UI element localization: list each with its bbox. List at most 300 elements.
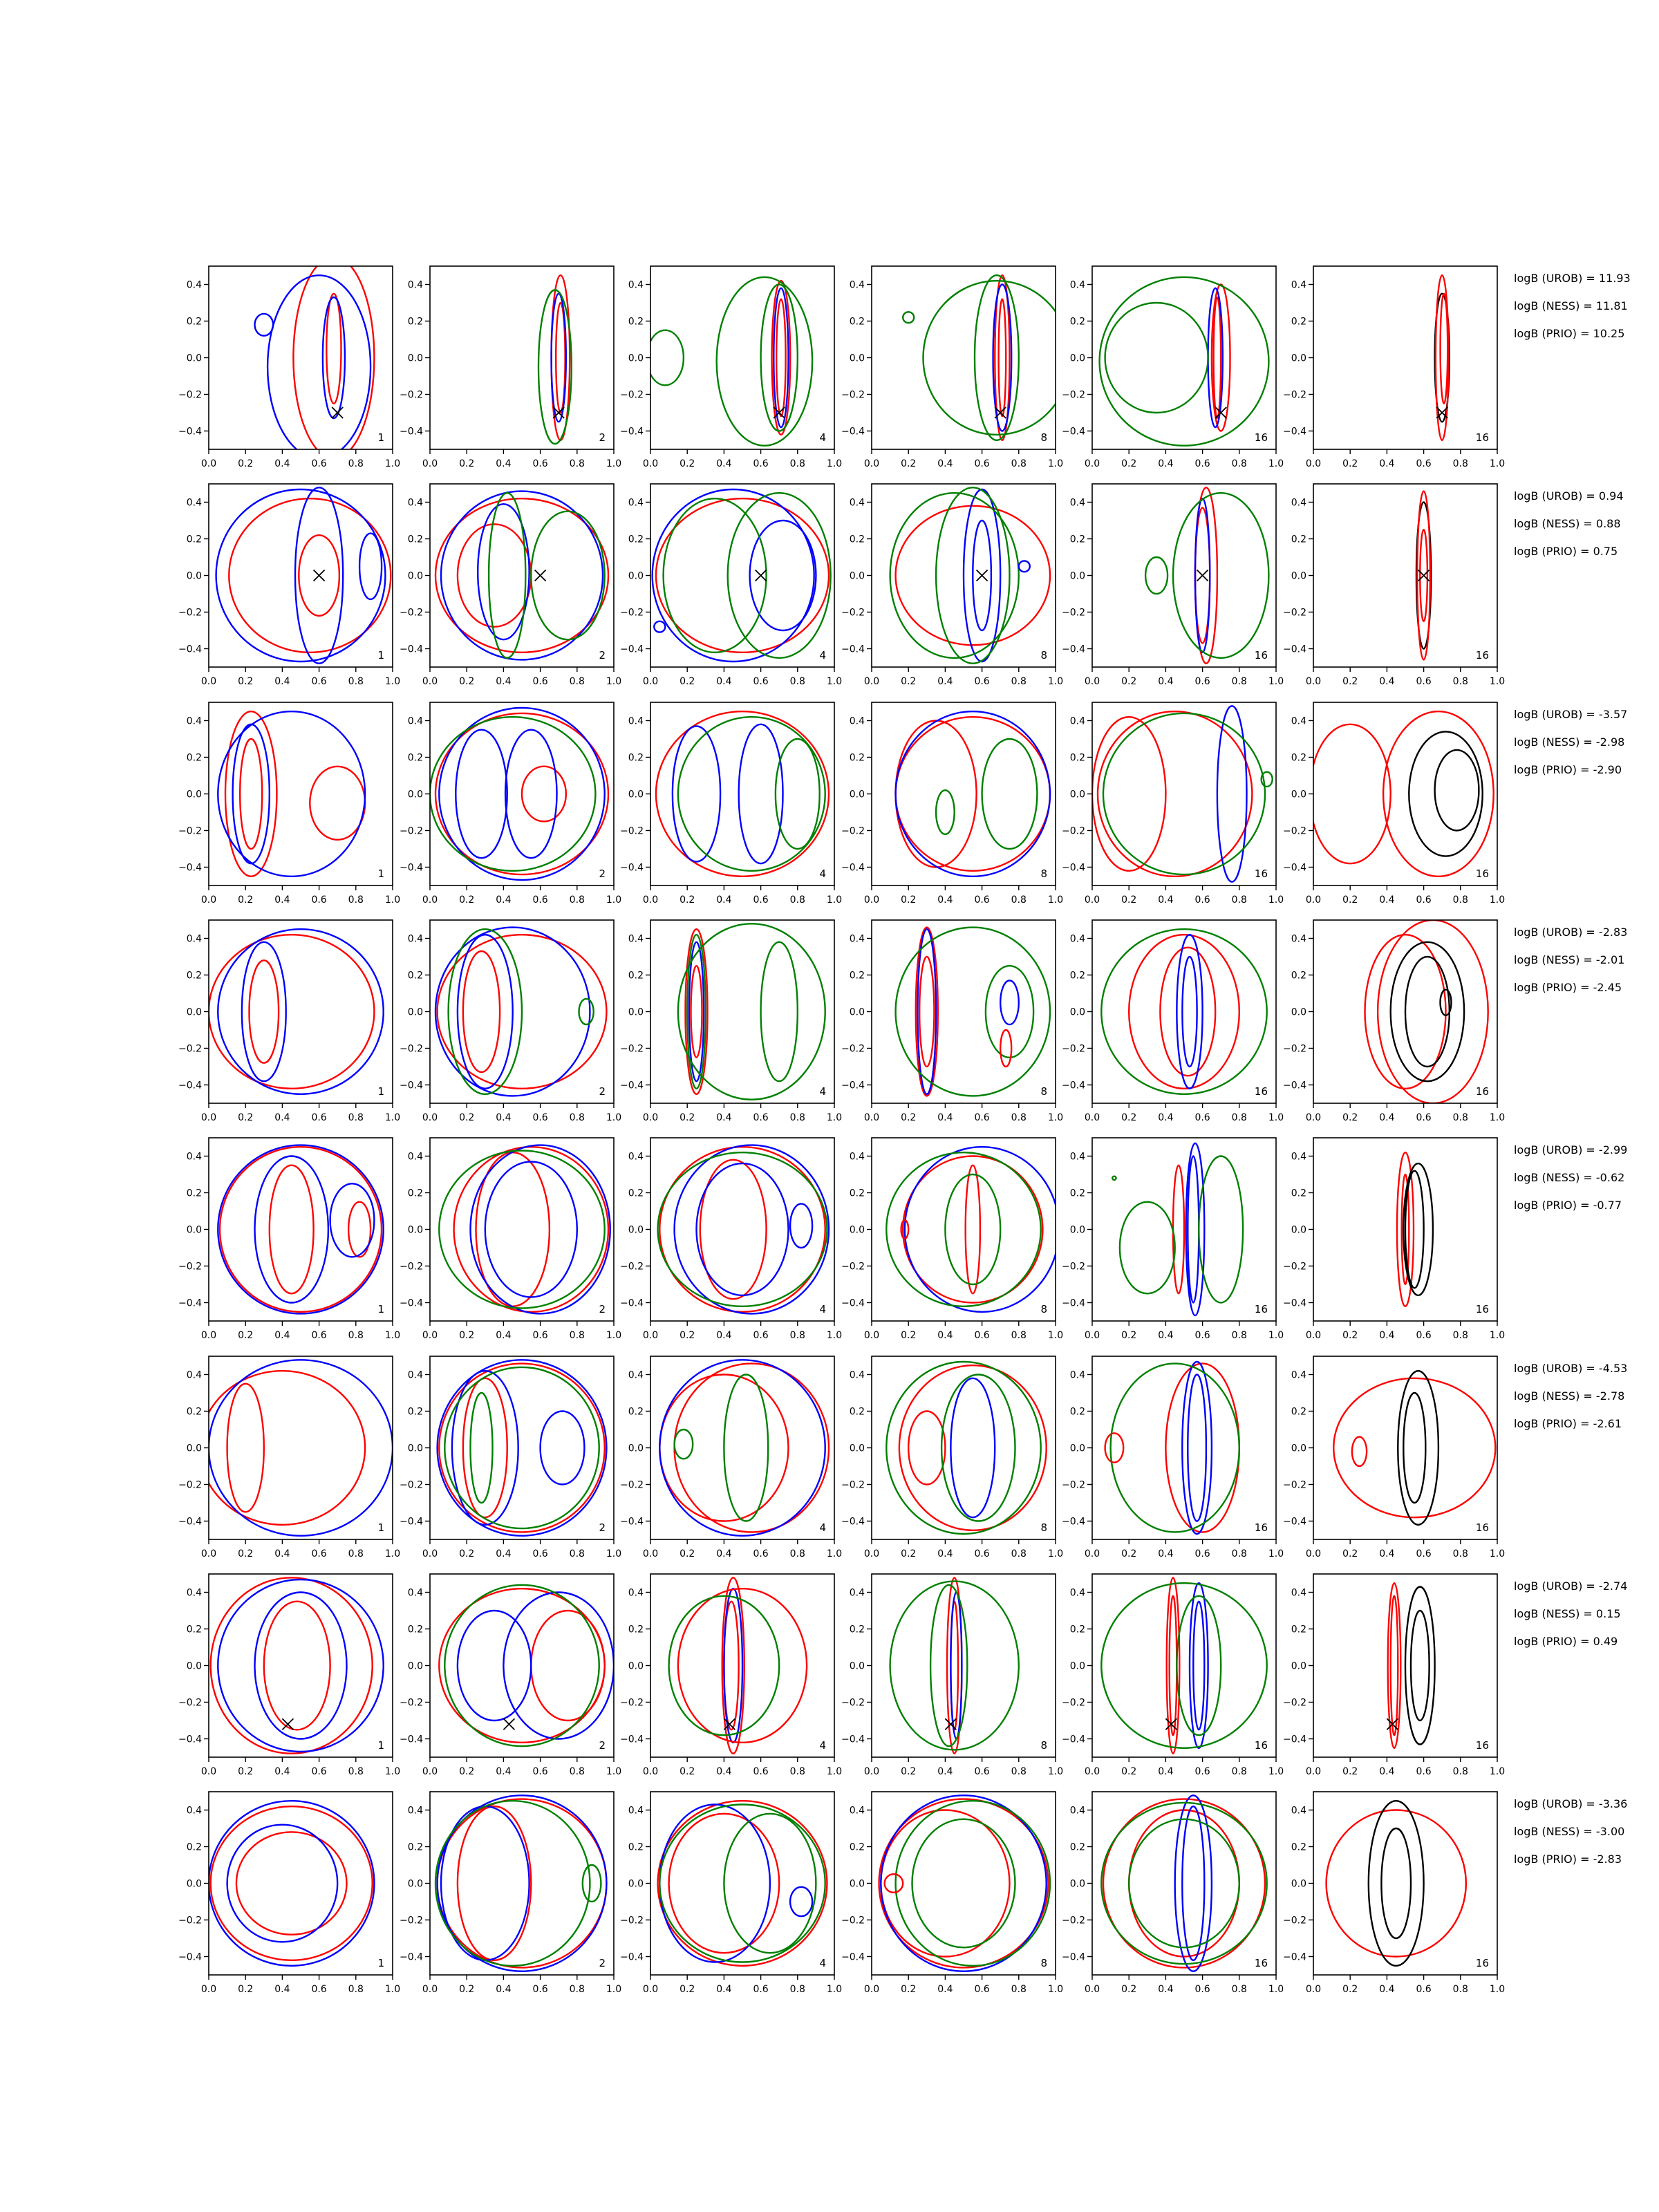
x-tick-label: 1.0	[1047, 1548, 1064, 1559]
panel-label: 4	[819, 1521, 826, 1534]
x-tick-label: 0.4	[1158, 1330, 1174, 1341]
y-tick-label: 0.0	[186, 1224, 202, 1236]
x-tick-label: 0.0	[1305, 1112, 1322, 1123]
x-tick-label: 0.2	[679, 1112, 695, 1123]
x-tick-label: 0.6	[753, 1984, 769, 1995]
x-tick-label: 0.0	[200, 458, 217, 469]
y-tick-label: −0.4	[841, 1951, 865, 1963]
x-tick-label: 1.0	[826, 1766, 843, 1777]
y-tick-label: 0.4	[186, 279, 202, 291]
x-tick-label: 0.4	[1379, 676, 1395, 687]
y-tick-label: 0.0	[849, 1443, 865, 1454]
x-tick-label: 0.6	[1194, 676, 1210, 687]
panel-label: 4	[819, 1957, 826, 1969]
y-tick-label: 0.2	[1069, 970, 1085, 982]
y-tick-label: 0.0	[1069, 353, 1085, 364]
y-tick-label: 0.0	[1291, 789, 1306, 800]
x-tick-label: 0.0	[1305, 1766, 1322, 1777]
x-tick-label: 0.0	[1305, 1984, 1322, 1995]
x-tick-label: 0.4	[937, 458, 953, 469]
panel-label: 8	[1040, 431, 1047, 444]
y-tick-label: −0.4	[620, 426, 644, 438]
x-tick-label: 0.4	[937, 676, 953, 687]
x-tick-label: 0.4	[1158, 1766, 1174, 1777]
y-tick-label: −0.4	[1062, 644, 1085, 655]
x-tick-label: 0.2	[238, 676, 254, 687]
x-tick-label: 1.0	[1489, 676, 1506, 687]
y-tick-label: 0.2	[628, 1188, 644, 1199]
x-tick-label: 0.2	[901, 1984, 917, 1995]
x-tick-label: 0.2	[1342, 676, 1358, 687]
y-tick-label: 0.2	[1291, 1841, 1306, 1853]
y-tick-label: −0.2	[1062, 825, 1085, 837]
x-tick-label: 0.0	[200, 676, 217, 687]
y-tick-label: −0.2	[1283, 389, 1306, 401]
y-tick-label: −0.4	[1062, 1080, 1085, 1091]
y-tick-label: −0.4	[178, 1734, 202, 1745]
x-tick-label: 0.4	[1158, 676, 1174, 687]
y-tick-label: 0.0	[186, 1443, 202, 1454]
x-tick-label: 1.0	[1047, 676, 1064, 687]
logb-text: logB (PRIO) = -0.77	[1514, 1199, 1622, 1212]
x-tick-label: 0.4	[274, 1330, 290, 1341]
x-tick-label: 1.0	[384, 1330, 401, 1341]
y-tick-label: 0.2	[849, 1841, 865, 1853]
y-tick-label: 0.0	[628, 789, 644, 800]
x-tick-label: 0.6	[1416, 1766, 1432, 1777]
panel-label: 4	[819, 1739, 826, 1752]
y-tick-label: 0.0	[628, 1006, 644, 1018]
y-tick-label: −0.4	[841, 644, 865, 655]
y-tick-label: 0.2	[407, 970, 423, 982]
y-tick-label: 0.4	[1291, 715, 1306, 727]
y-tick-label: 0.2	[1069, 534, 1085, 545]
x-tick-label: 0.6	[1416, 1112, 1432, 1123]
x-tick-label: 0.4	[274, 894, 290, 906]
y-tick-label: −0.4	[178, 1080, 202, 1091]
x-tick-label: 0.4	[274, 458, 290, 469]
x-tick-label: 0.6	[311, 1984, 327, 1995]
x-tick-label: 0.0	[200, 1548, 217, 1559]
x-tick-label: 0.6	[1194, 1984, 1210, 1995]
panel-label: 2	[599, 1303, 606, 1315]
x-tick-label: 0.8	[1011, 676, 1027, 687]
y-tick-label: −0.2	[620, 1043, 644, 1055]
x-tick-label: 0.0	[642, 1112, 659, 1123]
x-tick-label: 0.6	[311, 1112, 327, 1123]
y-tick-label: 0.0	[1069, 570, 1085, 582]
y-tick-label: 0.2	[186, 970, 202, 982]
y-tick-label: −0.4	[1283, 644, 1306, 655]
y-tick-label: 0.0	[849, 1660, 865, 1672]
y-tick-label: 0.0	[1069, 789, 1085, 800]
y-tick-label: 0.2	[186, 752, 202, 764]
panel-label: 8	[1040, 1957, 1047, 1969]
y-tick-label: 0.4	[849, 279, 865, 291]
x-tick-label: 0.8	[1011, 1984, 1027, 1995]
y-tick-label: −0.2	[1283, 1261, 1306, 1273]
panel-label: 16	[1254, 1303, 1268, 1315]
x-tick-label: 1.0	[606, 1330, 622, 1341]
x-tick-label: 0.6	[311, 1766, 327, 1777]
y-tick-label: 0.2	[407, 1188, 423, 1199]
x-tick-label: 0.8	[1452, 1984, 1468, 1995]
y-tick-label: 0.4	[849, 1587, 865, 1599]
x-tick-label: 1.0	[826, 1112, 843, 1123]
y-tick-label: 0.0	[849, 789, 865, 800]
y-tick-label: −0.2	[841, 1479, 865, 1491]
y-tick-label: 0.4	[628, 933, 644, 945]
y-tick-label: −0.4	[400, 862, 423, 874]
x-tick-label: 0.0	[1084, 1984, 1100, 1995]
y-tick-label: 0.4	[407, 1587, 423, 1599]
x-tick-label: 0.2	[1342, 1330, 1358, 1341]
x-tick-label: 0.2	[1342, 458, 1358, 469]
panel-label: 16	[1254, 1521, 1268, 1534]
y-tick-label: 0.4	[849, 1369, 865, 1381]
x-tick-label: 0.2	[238, 1112, 254, 1123]
y-tick-label: 0.0	[849, 353, 865, 364]
x-tick-label: 0.4	[274, 1112, 290, 1123]
y-tick-label: 0.0	[1291, 353, 1306, 364]
x-tick-label: 0.2	[459, 676, 475, 687]
y-tick-label: −0.4	[400, 426, 423, 438]
y-tick-label: 0.0	[628, 570, 644, 582]
y-tick-label: −0.4	[841, 1080, 865, 1091]
x-tick-label: 0.6	[974, 1112, 990, 1123]
x-tick-label: 1.0	[1489, 1330, 1506, 1341]
x-tick-label: 0.2	[679, 1548, 695, 1559]
x-tick-label: 0.4	[937, 1548, 953, 1559]
x-tick-label: 0.4	[496, 894, 512, 906]
logb-text: logB (PRIO) = -2.83	[1514, 1853, 1622, 1866]
x-tick-label: 0.8	[1231, 1766, 1247, 1777]
logb-text: logB (NESS) = -2.98	[1514, 735, 1625, 749]
y-tick-label: 0.0	[1069, 1224, 1085, 1236]
y-tick-label: 0.2	[1069, 1188, 1085, 1199]
x-tick-label: 0.4	[496, 1766, 512, 1777]
panel-label: 16	[1475, 868, 1489, 880]
x-tick-label: 0.2	[459, 1330, 475, 1341]
panel-label: 4	[819, 431, 826, 444]
x-tick-label: 0.2	[679, 894, 695, 906]
y-tick-label: −0.4	[620, 862, 644, 874]
x-tick-label: 0.8	[569, 1330, 585, 1341]
y-tick-label: −0.4	[178, 426, 202, 438]
x-tick-label: 0.6	[311, 1548, 327, 1559]
x-tick-label: 0.6	[753, 1766, 769, 1777]
y-tick-label: 0.2	[849, 752, 865, 764]
x-tick-label: 0.6	[532, 1548, 548, 1559]
y-tick-label: −0.4	[400, 1951, 423, 1963]
y-tick-label: −0.2	[841, 1915, 865, 1927]
y-tick-label: 0.4	[1069, 1587, 1085, 1599]
y-tick-label: 0.4	[1291, 279, 1306, 291]
y-tick-label: −0.4	[620, 1734, 644, 1745]
x-tick-label: 1.0	[606, 676, 622, 687]
x-tick-label: 0.6	[1194, 1766, 1210, 1777]
y-tick-label: 0.4	[186, 715, 202, 727]
x-tick-label: 0.6	[1416, 1330, 1432, 1341]
y-tick-label: 0.0	[628, 1878, 644, 1890]
y-tick-label: 0.2	[186, 1406, 202, 1418]
x-tick-label: 0.2	[1121, 1984, 1137, 1995]
logb-text: logB (UROB) = -3.57	[1514, 708, 1628, 721]
panel-label: 16	[1475, 1739, 1489, 1752]
y-tick-label: −0.4	[178, 644, 202, 655]
panel-label: 2	[599, 868, 606, 880]
y-tick-label: 0.0	[407, 1443, 423, 1454]
y-tick-label: 0.4	[407, 279, 423, 291]
x-tick-label: 0.6	[1194, 1548, 1210, 1559]
logb-text: logB (NESS) = -2.78	[1514, 1389, 1625, 1403]
x-tick-label: 0.0	[422, 1766, 438, 1777]
y-tick-label: −0.2	[178, 1697, 202, 1709]
x-tick-label: 0.4	[716, 458, 732, 469]
x-tick-label: 0.8	[348, 676, 364, 687]
x-tick-label: 0.6	[753, 1548, 769, 1559]
panel-label: 1	[377, 649, 384, 662]
x-tick-label: 0.2	[901, 1112, 917, 1123]
x-tick-label: 0.4	[1379, 1330, 1395, 1341]
x-tick-label: 0.0	[422, 1330, 438, 1341]
x-tick-label: 0.8	[789, 1984, 805, 1995]
y-tick-label: 0.2	[186, 316, 202, 328]
x-tick-label: 0.4	[1379, 1548, 1395, 1559]
panel-label: 1	[377, 1303, 384, 1315]
y-tick-label: 0.4	[849, 1805, 865, 1817]
y-tick-label: −0.4	[400, 1516, 423, 1528]
x-tick-label: 1.0	[1489, 1766, 1506, 1777]
y-tick-label: 0.2	[407, 316, 423, 328]
y-tick-label: 0.4	[628, 1587, 644, 1599]
x-tick-label: 0.6	[532, 1112, 548, 1123]
panel-label: 16	[1475, 649, 1489, 662]
y-tick-label: 0.0	[407, 1006, 423, 1018]
y-tick-label: −0.4	[841, 862, 865, 874]
y-tick-label: −0.2	[620, 389, 644, 401]
panel-label: 16	[1475, 1521, 1489, 1534]
x-tick-label: 0.6	[974, 1766, 990, 1777]
y-tick-label: −0.2	[620, 607, 644, 619]
y-tick-label: 0.2	[186, 534, 202, 545]
logb-text: logB (PRIO) = -2.61	[1514, 1417, 1622, 1430]
y-tick-label: −0.2	[1283, 1479, 1306, 1491]
y-tick-label: −0.2	[1062, 1261, 1085, 1273]
y-tick-label: −0.2	[620, 1697, 644, 1709]
y-tick-label: −0.2	[1283, 1697, 1306, 1709]
x-tick-label: 0.0	[642, 894, 659, 906]
x-tick-label: 1.0	[1268, 1984, 1284, 1995]
x-tick-label: 1.0	[384, 1766, 401, 1777]
y-tick-label: 0.2	[628, 1841, 644, 1853]
panel-label: 2	[599, 1521, 606, 1534]
logb-text: logB (UROB) = -2.83	[1514, 926, 1628, 939]
y-tick-label: 0.0	[1291, 570, 1306, 582]
y-tick-label: −0.4	[620, 1080, 644, 1091]
y-tick-label: −0.2	[400, 1261, 423, 1273]
x-tick-label: 0.6	[532, 1984, 548, 1995]
x-tick-label: 0.8	[1011, 1330, 1027, 1341]
panel-label: 8	[1040, 868, 1047, 880]
panel-label: 8	[1040, 649, 1047, 662]
y-tick-label: −0.4	[1283, 1734, 1306, 1745]
y-tick-label: 0.2	[628, 1624, 644, 1635]
x-tick-label: 0.8	[789, 458, 805, 469]
x-tick-label: 0.4	[937, 1112, 953, 1123]
x-tick-label: 0.0	[863, 1548, 880, 1559]
x-tick-label: 1.0	[384, 458, 401, 469]
y-tick-label: 0.4	[849, 497, 865, 509]
y-tick-label: −0.2	[400, 825, 423, 837]
y-tick-label: −0.4	[620, 1951, 644, 1963]
logb-text: logB (UROB) = -2.99	[1514, 1143, 1628, 1156]
x-tick-label: 0.2	[1121, 1548, 1137, 1559]
x-tick-label: 0.2	[901, 676, 917, 687]
x-tick-label: 0.2	[1342, 1548, 1358, 1559]
x-tick-label: 0.0	[422, 458, 438, 469]
y-tick-label: −0.2	[400, 389, 423, 401]
x-tick-label: 1.0	[606, 458, 622, 469]
y-tick-label: −0.4	[178, 1297, 202, 1309]
y-tick-label: 0.2	[849, 534, 865, 545]
x-tick-label: 0.0	[1305, 458, 1322, 469]
y-tick-label: 0.4	[849, 715, 865, 727]
x-tick-label: 0.4	[1158, 1112, 1174, 1123]
y-tick-label: −0.4	[1283, 1297, 1306, 1309]
x-tick-label: 0.2	[1121, 676, 1137, 687]
y-tick-label: −0.2	[1062, 1479, 1085, 1491]
y-tick-label: −0.2	[841, 1261, 865, 1273]
y-tick-label: −0.4	[1062, 862, 1085, 874]
y-tick-label: 0.2	[1069, 316, 1085, 328]
x-tick-label: 0.4	[1158, 1548, 1174, 1559]
logb-text: logB (UROB) = 11.93	[1514, 272, 1631, 285]
x-tick-label: 0.6	[753, 1112, 769, 1123]
y-tick-label: 0.0	[407, 1224, 423, 1236]
y-tick-label: 0.2	[849, 1406, 865, 1418]
x-tick-label: 0.6	[1194, 458, 1210, 469]
y-tick-label: 0.0	[1069, 1443, 1085, 1454]
x-tick-label: 0.8	[789, 676, 805, 687]
x-tick-label: 0.0	[1084, 676, 1100, 687]
y-tick-label: −0.2	[400, 607, 423, 619]
panel-label: 1	[377, 1957, 384, 1969]
y-tick-label: 0.4	[407, 715, 423, 727]
panel-label: 16	[1475, 1957, 1489, 1969]
x-tick-label: 1.0	[1047, 1766, 1064, 1777]
y-tick-label: 0.4	[407, 1151, 423, 1163]
x-tick-label: 0.8	[348, 1548, 364, 1559]
x-tick-label: 0.2	[1121, 1112, 1137, 1123]
y-tick-label: 0.4	[628, 1151, 644, 1163]
x-tick-label: 0.0	[422, 894, 438, 906]
y-tick-label: −0.4	[1062, 426, 1085, 438]
x-tick-label: 0.0	[642, 1984, 659, 1995]
x-tick-label: 0.8	[348, 894, 364, 906]
x-tick-label: 0.8	[569, 894, 585, 906]
x-tick-label: 0.8	[789, 1112, 805, 1123]
x-tick-label: 0.8	[1231, 894, 1247, 906]
y-tick-label: 0.0	[1291, 1660, 1306, 1672]
x-tick-label: 0.2	[679, 458, 695, 469]
x-tick-label: 1.0	[1268, 1548, 1284, 1559]
y-tick-label: 0.2	[407, 1841, 423, 1853]
x-tick-label: 1.0	[1489, 1984, 1506, 1995]
panel-label: 1	[377, 1739, 384, 1752]
x-tick-label: 0.0	[863, 1330, 880, 1341]
y-tick-label: 0.2	[407, 752, 423, 764]
x-tick-label: 0.6	[974, 1330, 990, 1341]
x-tick-label: 1.0	[384, 1548, 401, 1559]
y-tick-label: 0.0	[1069, 1660, 1085, 1672]
x-tick-label: 0.6	[311, 894, 327, 906]
x-tick-label: 0.6	[974, 458, 990, 469]
y-tick-label: 0.4	[1291, 1369, 1306, 1381]
y-tick-label: −0.4	[400, 1297, 423, 1309]
x-tick-label: 0.0	[200, 1330, 217, 1341]
y-tick-label: −0.4	[1283, 426, 1306, 438]
x-tick-label: 0.8	[569, 1548, 585, 1559]
logb-text: logB (PRIO) = 0.75	[1514, 545, 1618, 558]
y-tick-label: 0.0	[628, 353, 644, 364]
y-tick-label: 0.4	[186, 933, 202, 945]
y-tick-label: −0.2	[1062, 1697, 1085, 1709]
y-tick-label: −0.2	[178, 1479, 202, 1491]
x-tick-label: 1.0	[1489, 1112, 1506, 1123]
x-tick-label: 0.2	[1342, 894, 1358, 906]
x-tick-label: 0.8	[789, 1548, 805, 1559]
y-tick-label: −0.2	[620, 825, 644, 837]
x-tick-label: 0.0	[1084, 1766, 1100, 1777]
x-tick-label: 0.8	[1452, 1548, 1468, 1559]
x-tick-label: 0.0	[863, 1766, 880, 1777]
x-tick-label: 0.2	[679, 1984, 695, 1995]
y-tick-label: −0.2	[841, 389, 865, 401]
x-tick-label: 0.6	[311, 458, 327, 469]
x-tick-label: 0.2	[238, 894, 254, 906]
x-tick-label: 0.2	[238, 458, 254, 469]
x-tick-label: 0.4	[496, 1548, 512, 1559]
x-tick-label: 0.6	[532, 1766, 548, 1777]
y-tick-label: −0.4	[1062, 1734, 1085, 1745]
x-tick-label: 0.4	[1158, 894, 1174, 906]
y-tick-label: −0.4	[178, 1951, 202, 1963]
x-tick-label: 0.2	[459, 1548, 475, 1559]
y-tick-label: 0.4	[186, 497, 202, 509]
y-tick-label: 0.0	[407, 1878, 423, 1890]
x-tick-label: 0.0	[200, 1112, 217, 1123]
y-tick-label: −0.4	[400, 1734, 423, 1745]
x-tick-label: 0.0	[642, 1330, 659, 1341]
x-tick-label: 0.2	[679, 676, 695, 687]
x-tick-label: 0.8	[1011, 1112, 1027, 1123]
x-tick-label: 0.8	[348, 1766, 364, 1777]
x-tick-label: 0.4	[716, 894, 732, 906]
y-tick-label: 0.0	[407, 789, 423, 800]
y-tick-label: −0.2	[1062, 1043, 1085, 1055]
x-tick-label: 0.8	[569, 1984, 585, 1995]
y-tick-label: 0.2	[407, 1406, 423, 1418]
x-tick-label: 0.4	[496, 1330, 512, 1341]
x-tick-label: 0.0	[642, 1548, 659, 1559]
panel-label: 2	[599, 1957, 606, 1969]
y-tick-label: 0.2	[1291, 534, 1306, 545]
x-tick-label: 1.0	[384, 1112, 401, 1123]
x-tick-label: 0.2	[1121, 894, 1137, 906]
y-tick-label: 0.4	[628, 1805, 644, 1817]
y-tick-label: 0.4	[407, 497, 423, 509]
